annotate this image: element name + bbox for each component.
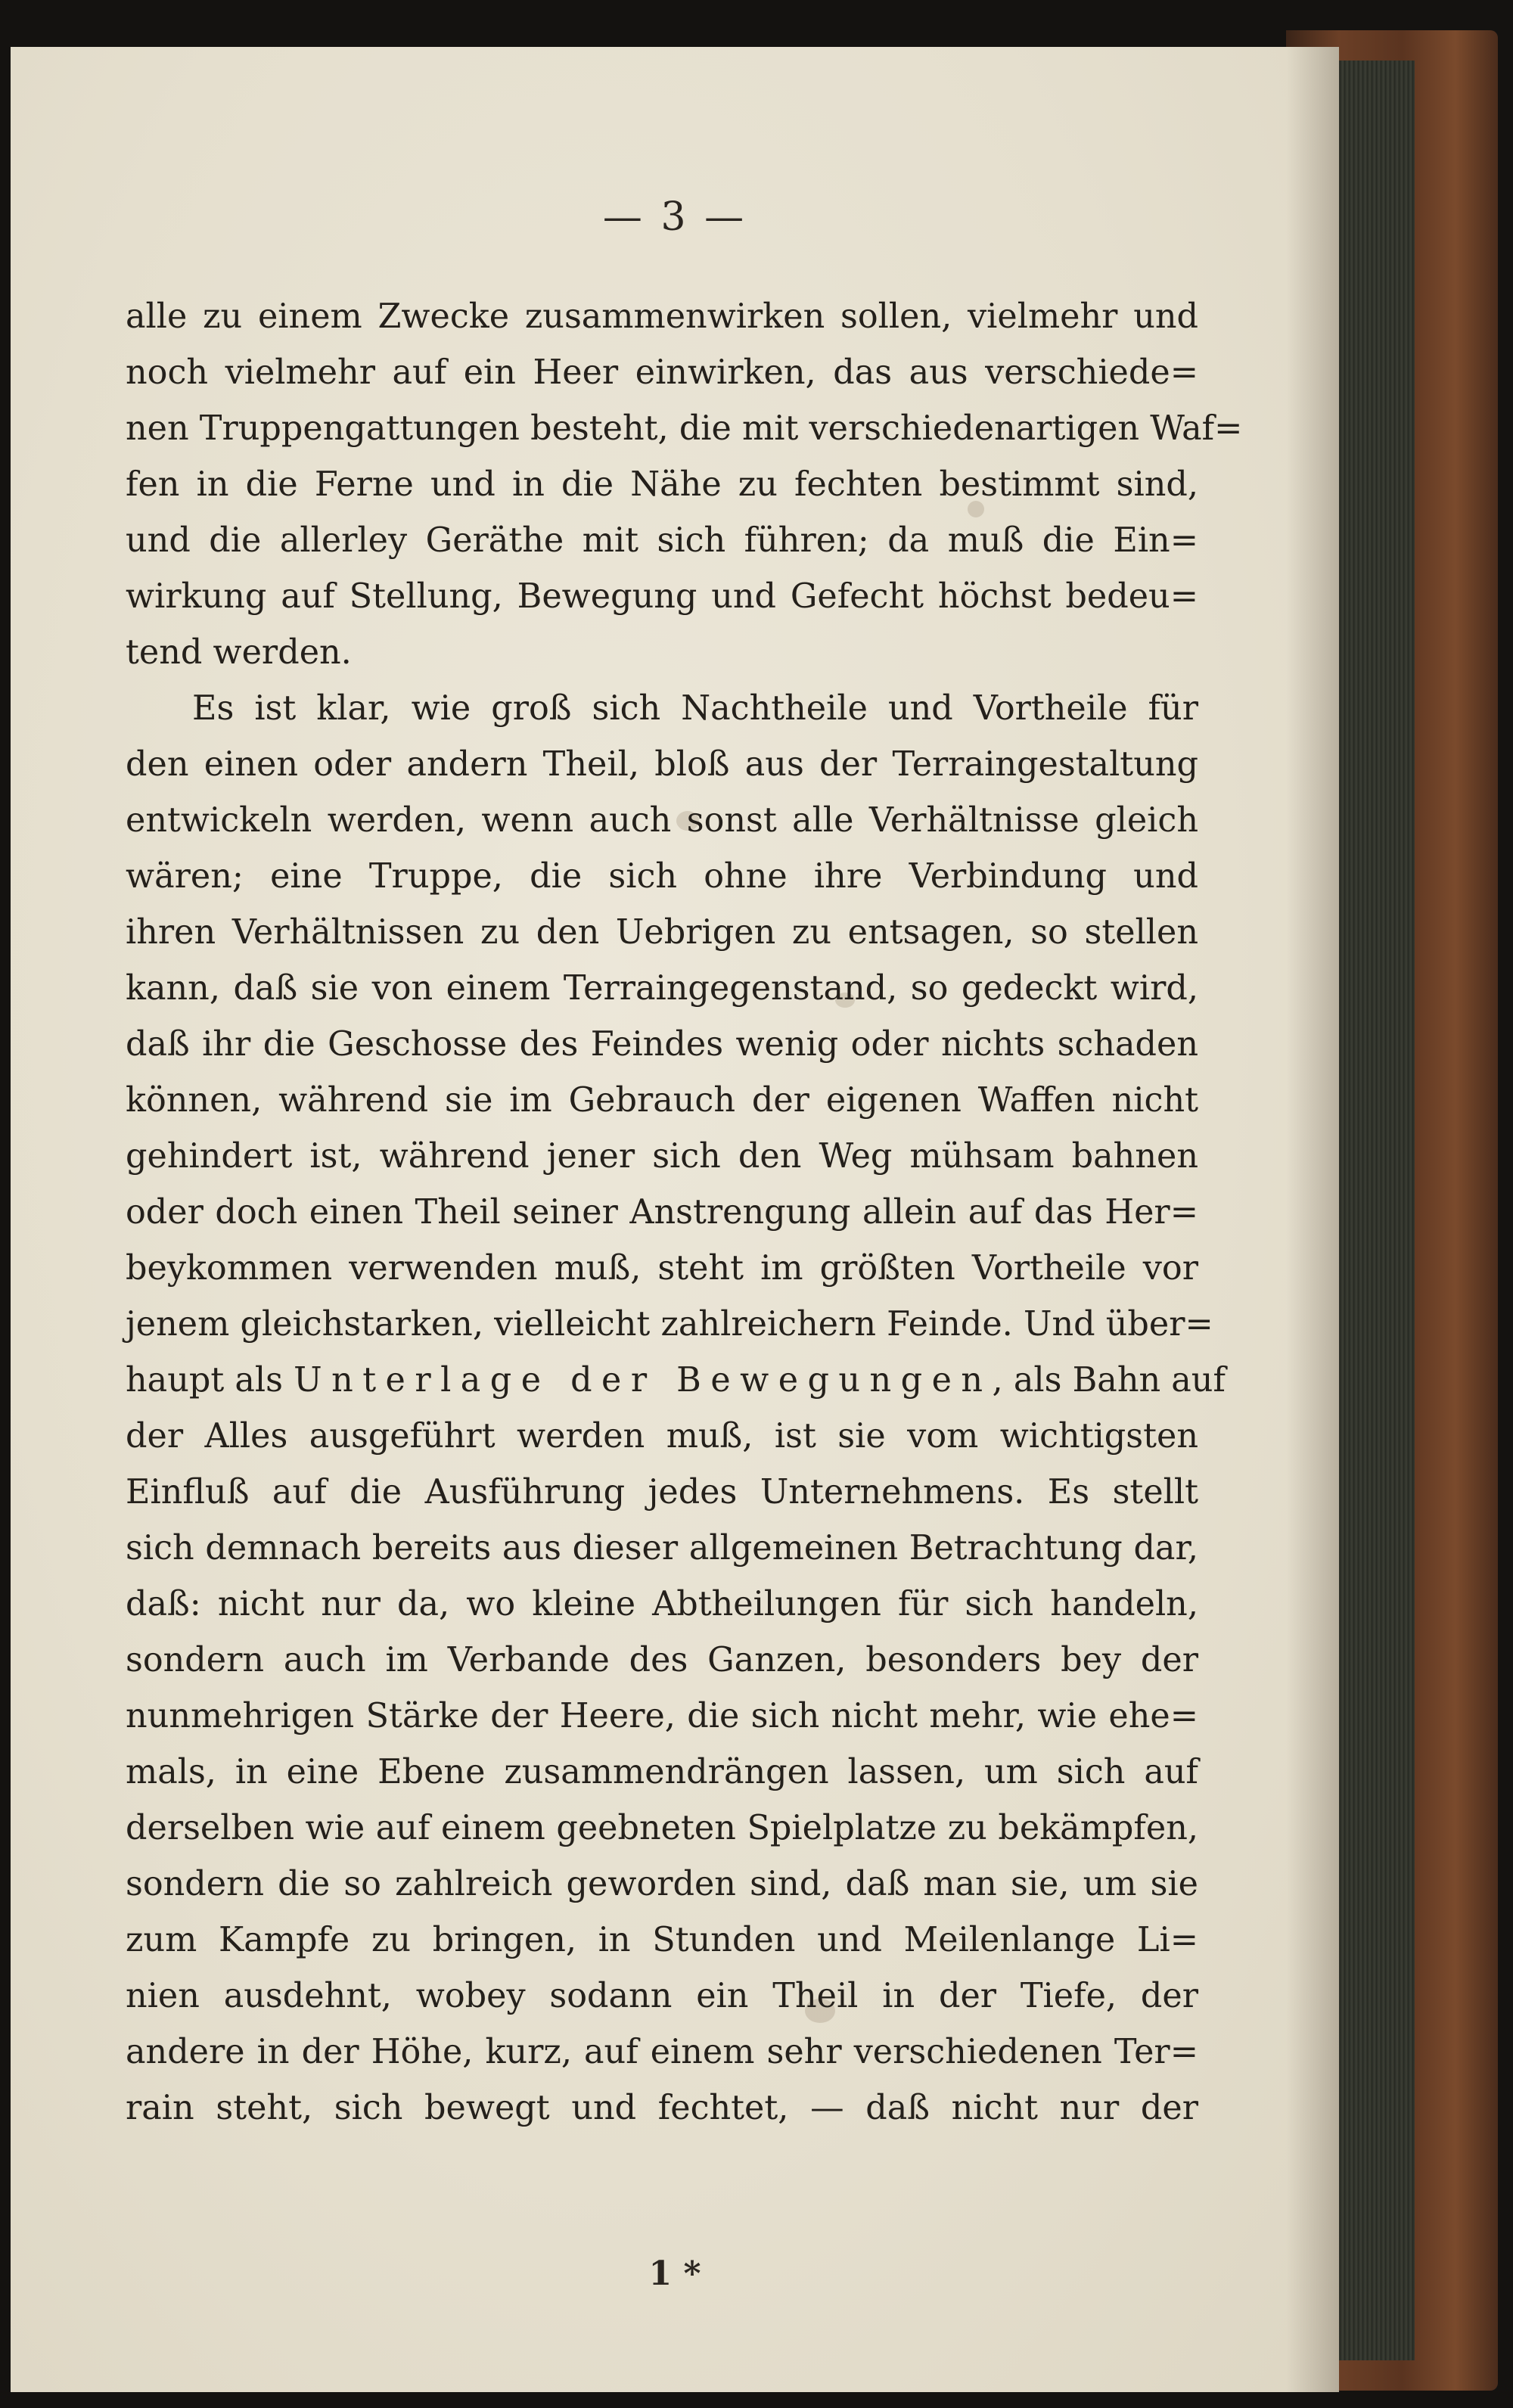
text-line: daß ihr die Geschosse des Feindes wenig oder nichts schaden [126,1025,1198,1064]
text-line: entwickeln werden, wenn auch sonst alle Verhältnisse gleich [126,801,1198,840]
body-text [126,289,1243,2136]
text-line: Einfluß auf die Ausführung jedes Unternehmens. Es stellt [126,1473,1198,1512]
text-line: alle zu einem Zwecke zusammenwirken sollen, vielmehr und [126,297,1198,336]
signature-mark: 1 * [648,2254,701,2293]
text-line: nien ausdehnt, wobey sodann ein Theil in der Tiefe, der [126,1977,1198,2015]
text-line: mals, in eine Ebene zusammendrängen lassen, um sich auf [126,1753,1198,1791]
text-line: rain steht, sich bewegt und fechtet, — daß nicht nur der [126,2089,1198,2127]
text-line: sondern die so zahlreich geworden sind, daß man sie, um sie [126,1865,1198,1903]
text-line: oder doch einen Theil seiner Anstrengung allein auf das Her= [126,1193,1198,1232]
text-line: und die allerley Geräthe mit sich führen; da muß die Ein= [126,521,1198,560]
text-line: daß: nicht nur da, wo kleine Abtheilungen für sich handeln, [126,1585,1198,1623]
text-line: noch vielmehr auf ein Heer einwirken, das aus verschiede= [126,353,1198,392]
text-segment: haupt als [126,1361,283,1400]
text-line [126,1353,1226,1409]
emphasized-text: Unterlage der Bewegungen [294,1361,993,1400]
text-line: den einen oder andern Theil, bloß aus der Terraingestaltung [126,745,1198,784]
text-line: fen in die Ferne und in die Nähe zu fechten bestimmt sind, [126,465,1198,504]
text-segment: , als Bahn auf [992,1361,1226,1400]
page-number: — 3 — [602,194,747,240]
text-line: derselben wie auf einem geebneten Spielplatze zu bekämpfen, [126,1809,1198,1847]
text-line: tend werden. [126,633,352,672]
text-line: nen Truppengattungen besteht, die mit verschiedenartigen Waf= [126,409,1243,448]
text-line: jenem gleichstarken, vielleicht zahlreichern Feinde. Und über= [126,1305,1213,1344]
gutter-shadow [1286,47,1339,2392]
text-line: andere in der Höhe, kurz, auf einem sehr verschiedenen Ter= [126,2033,1198,2071]
text-line: der Alles ausgeführt werden muß, ist sie vom wichtigsten [126,1417,1198,1456]
text-line: gehindert ist, während jener sich den Weg mühsam bahnen [126,1137,1198,1176]
text-line: ihren Verhältnissen zu den Uebrigen zu entsagen, so stellen [126,913,1198,952]
book-page [11,47,1339,2392]
page-block-edges [1331,61,1415,2360]
text-line: wären; eine Truppe, die sich ohne ihre Verbindung und [126,857,1198,896]
text-line: kann, daß sie von einem Terraingegenstand, so gedeckt wird, [126,969,1198,1008]
text-line: Es ist klar, wie groß sich Nachtheile und Vortheile für [192,689,1198,728]
text-line: können, während sie im Gebrauch der eigenen Waffen nicht [126,1081,1198,1120]
text-line: zum Kampfe zu bringen, in Stunden und Meilenlange Li= [126,1921,1198,1959]
text-line: sich demnach bereits aus dieser allgemeinen Betrachtung dar, [126,1529,1198,1568]
text-line: sondern auch im Verbande des Ganzen, besonders bey der [126,1641,1198,1679]
text-line: nunmehrigen Stärke der Heere, die sich nicht mehr, wie ehe= [126,1697,1198,1735]
text-line: beykommen verwenden muß, steht im größten Vortheile vor [126,1249,1198,1288]
text-line: wirkung auf Stellung, Bewegung und Gefecht höchst bedeu= [126,577,1198,616]
